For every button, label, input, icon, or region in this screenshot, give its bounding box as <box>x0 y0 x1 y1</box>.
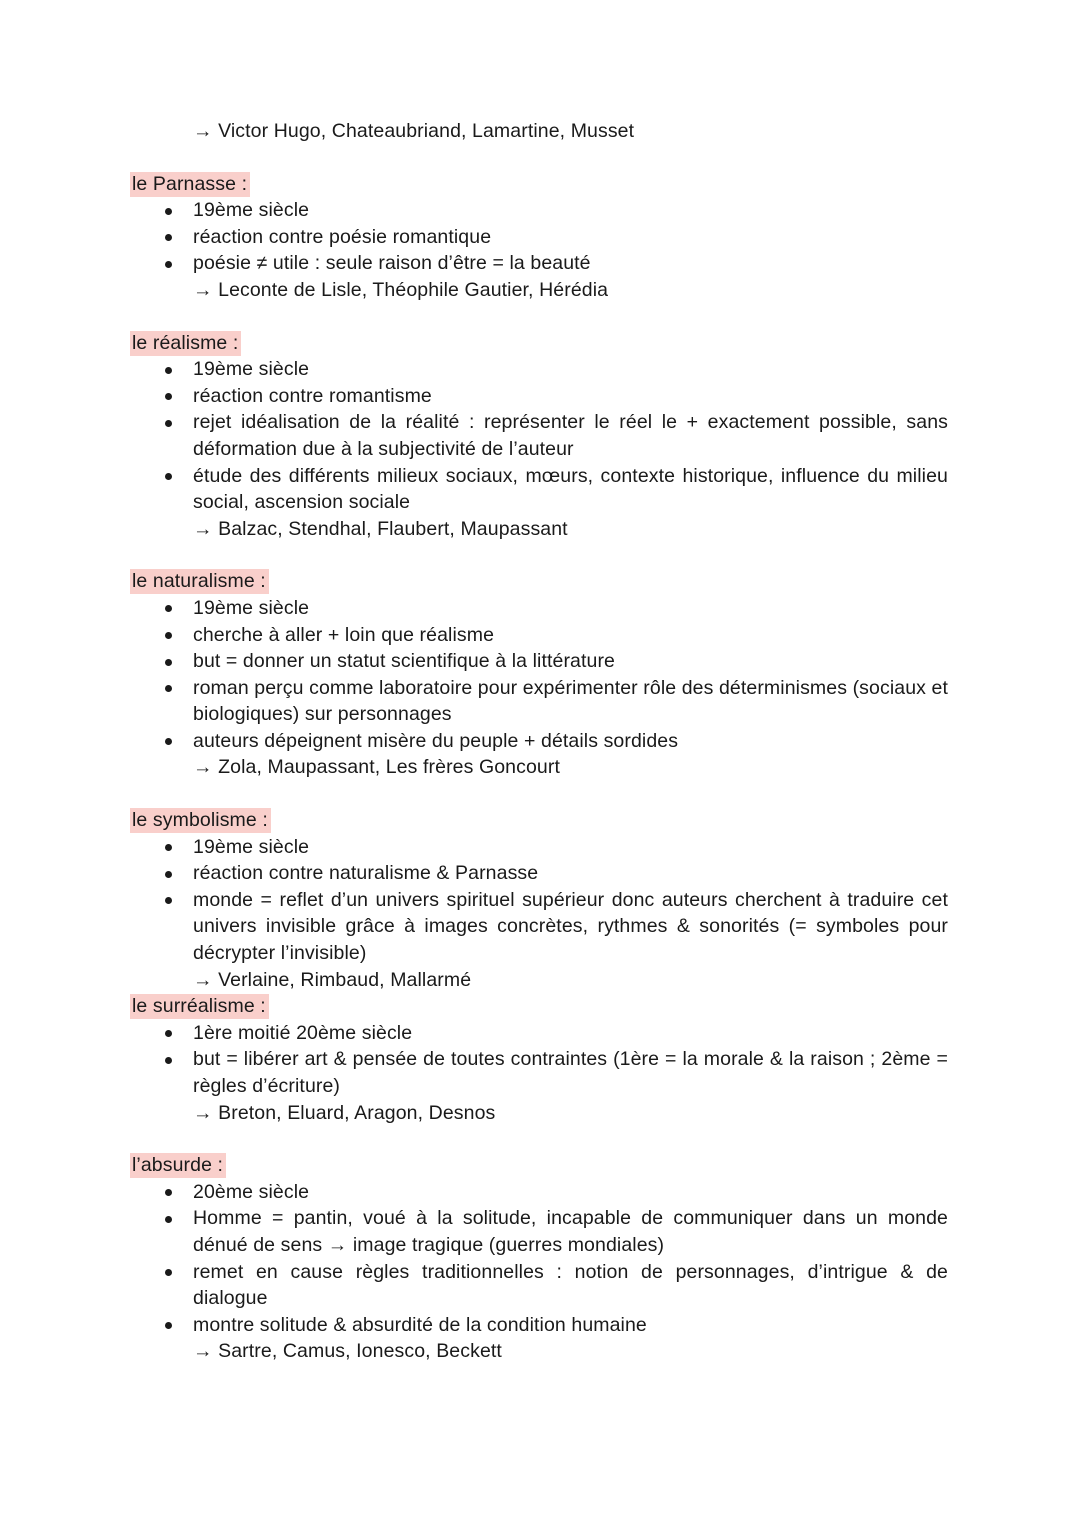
section-absurde <box>130 1152 948 1365</box>
section-naturalisme <box>130 568 948 781</box>
bullet-item <box>130 197 948 224</box>
bullet-text: 19ème siècle <box>193 199 310 222</box>
bullet-item <box>130 675 948 728</box>
bullet-item <box>130 887 948 967</box>
bullet-item <box>130 463 948 516</box>
section-heading-row <box>130 568 948 595</box>
bullet-item <box>130 383 948 410</box>
section-symbolisme <box>130 807 948 993</box>
bullet-item <box>130 250 948 277</box>
section-surrealisme <box>130 993 948 1126</box>
bullet-dot-icon <box>165 393 172 400</box>
bullet-text: but = libérer art & pensée de toutes contraintes (1ère = la morale & la raison ; 2ème = règles d’écriture) <box>193 1048 948 1097</box>
bullet-text: 1ère moitié 20ème siècle <box>193 1021 413 1044</box>
bullet-dot-icon <box>165 1216 172 1223</box>
bullet-text: 19ème siècle <box>193 596 310 619</box>
section-heading-naturalisme: le naturalisme : <box>130 569 269 594</box>
sections-list <box>130 171 948 1365</box>
section-heading-row <box>130 171 948 198</box>
authors-line-naturalisme: → Zola, Maupassant, Les frères Goncourt <box>193 756 560 779</box>
bullet-item <box>130 1259 948 1312</box>
bullet-dot-icon <box>165 632 172 639</box>
authors-line-symbolisme: → Verlaine, Rimbaud, Mallarmé <box>193 968 472 991</box>
notes-content <box>130 118 948 1365</box>
bullet-dot-icon <box>165 605 172 612</box>
section-realisme <box>130 330 948 543</box>
bullet-dot-icon <box>165 1030 172 1037</box>
bullet-text: poésie ≠ utile : seule raison d’être = la beauté <box>193 252 591 275</box>
section-heading-row <box>130 1152 948 1179</box>
section-heading-absurde: l’absurde : <box>130 1153 226 1178</box>
bullet-dot-icon <box>165 261 172 268</box>
bullet-item <box>130 648 948 675</box>
authors-line-realisme: → Balzac, Stendhal, Flaubert, Maupassant <box>193 517 568 540</box>
bullet-text: étude des différents milieux sociaux, mœurs, contexte historique, influence du milieu social, ascension sociale <box>193 464 948 514</box>
bullet-item <box>130 1312 948 1339</box>
bullet-dot-icon <box>165 871 172 878</box>
bullet-item <box>130 409 948 462</box>
authors-line-surrealisme: → Breton, Eluard, Aragon, Desnos <box>193 1101 496 1124</box>
bullet-dot-icon <box>165 659 172 666</box>
section-heading-parnasse: le Parnasse : <box>130 172 250 197</box>
bullet-item <box>130 224 948 251</box>
bullet-item <box>130 834 948 861</box>
bullet-text: 19ème siècle <box>193 358 310 381</box>
bullet-list <box>130 356 948 516</box>
bullet-dot-icon <box>165 844 172 851</box>
bullet-item <box>130 595 948 622</box>
bullet-text: réaction contre naturalisme & Parnasse <box>193 862 539 885</box>
bullet-dot-icon <box>165 897 172 904</box>
bullet-item <box>130 356 948 383</box>
bullet-text: cherche à aller + loin que réalisme <box>193 623 495 646</box>
bullet-text: roman perçu comme laboratoire pour expérimenter rôle des déterminismes (sociaux et biologiques) sur personnages <box>193 676 948 726</box>
section-heading-row <box>130 330 948 357</box>
bullet-dot-icon <box>165 234 172 241</box>
authors-line-parnasse: → Leconte de Lisle, Théophile Gautier, Hérédia <box>193 278 609 301</box>
bullet-text: réaction contre poésie romantique <box>193 225 492 248</box>
bullet-text: rejet idéalisation de la réalité : représenter le réel le + exactement possible, sans déformation due à la subjectivité de l’auteur <box>193 411 948 460</box>
bullet-list <box>130 1179 948 1339</box>
bullet-item <box>130 1046 948 1099</box>
bullet-item <box>130 1205 948 1258</box>
bullet-item <box>130 1020 948 1047</box>
section-parnasse <box>130 171 948 304</box>
section-heading-surrealisme: le surréalisme : <box>130 994 269 1019</box>
bullet-dot-icon <box>165 420 172 427</box>
section-heading-realisme: le réalisme : <box>130 331 241 356</box>
bullet-dot-icon <box>165 1189 172 1196</box>
bullet-item <box>130 1179 948 1206</box>
bullet-dot-icon <box>165 473 172 480</box>
bullet-dot-icon <box>165 1322 172 1329</box>
bullet-text: 19ème siècle <box>193 835 310 858</box>
bullet-dot-icon <box>165 685 172 692</box>
bullet-dot-icon <box>165 1057 172 1064</box>
bullet-dot-icon <box>165 1269 172 1276</box>
bullet-text: 20ème siècle <box>193 1180 310 1203</box>
bullet-text: auteurs dépeignent misère du peuple + détails sordides <box>193 729 679 752</box>
section-heading-row <box>130 993 948 1020</box>
bullet-text: Homme = pantin, voué à la solitude, incapable de communiquer dans un monde dénué de sens → image tragique (guerres mondiales) <box>193 1207 948 1256</box>
bullet-text: but = donner un statut scientifique à la littérature <box>193 650 616 673</box>
section-heading-row <box>130 807 948 834</box>
bullet-item <box>130 622 948 649</box>
bullet-text: remet en cause règles traditionnelles : notion de personnages, d’intrigue & de dialogue <box>193 1260 948 1310</box>
bullet-text: montre solitude & absurdité de la condition humaine <box>193 1313 647 1336</box>
bullet-text: réaction contre romantisme <box>193 384 432 407</box>
bullet-dot-icon <box>165 367 172 374</box>
bullet-list <box>130 1020 948 1100</box>
bullet-dot-icon <box>165 208 172 215</box>
bullet-item <box>130 728 948 755</box>
bullet-list <box>130 197 948 277</box>
bullet-list <box>130 595 948 755</box>
authors-line-absurde: → Sartre, Camus, Ionesco, Beckett <box>193 1340 502 1363</box>
bullet-list <box>130 834 948 967</box>
section-heading-symbolisme: le symbolisme : <box>130 808 271 833</box>
lead-authors-line: → Victor Hugo, Chateaubriand, Lamartine, Musset <box>193 120 635 142</box>
bullet-dot-icon <box>165 738 172 745</box>
bullet-item <box>130 860 948 887</box>
bullet-text: monde = reflet d’un univers spirituel supérieur donc auteurs cherchent à traduire cet univers invisible grâce à images concrètes, rythmes & sonorités (= symboles pour décrypter l’invisible) <box>193 888 948 965</box>
